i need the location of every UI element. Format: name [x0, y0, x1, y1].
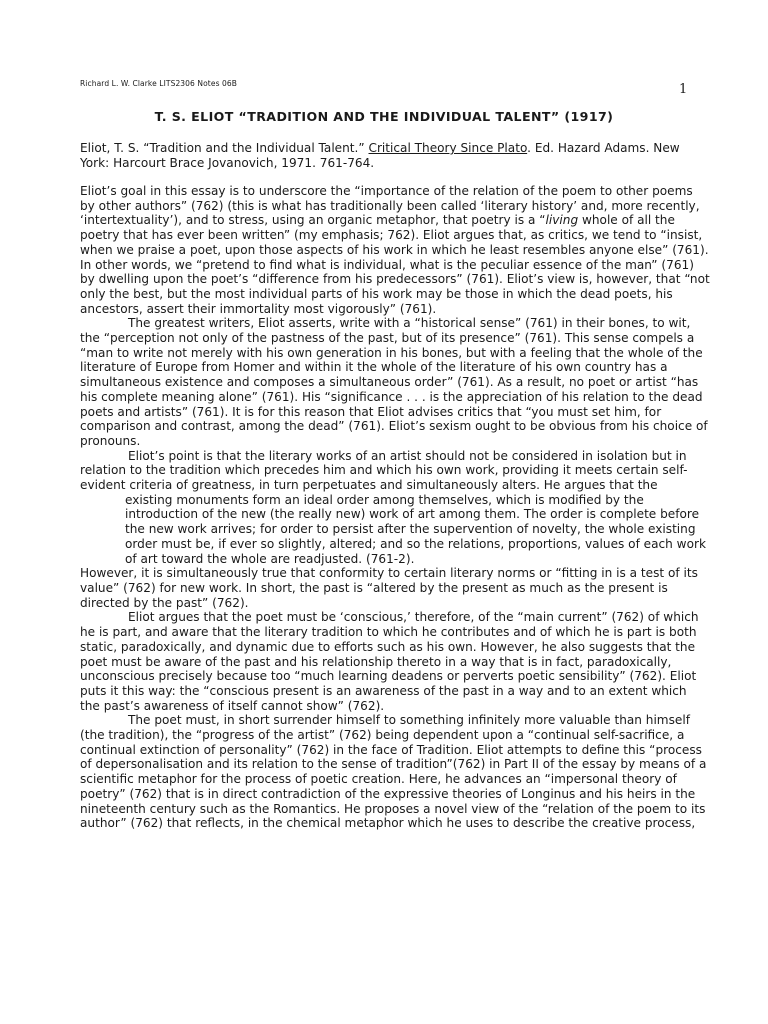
running-header: Richard L. W. Clarke LITS2306 Notes 06B: [80, 79, 238, 88]
citation: [80, 141, 700, 171]
citation-publication: . Ed. Hazard Adams. New York: Harcourt Brace Jovanovich, 1971. 761-764.: [80, 141, 680, 170]
paragraph-intro: Eliot’s goal in this essay is to underscore the “importance of the relation of the poem to other poems by other authors” (762) (this is what has traditionally been called ‘literary history’ and, more recently, ‘intertextuality’), and to stress, using an organic metaphor, that poetry is a “living whole of all the poetry that has ever been written” (my emphasis; 762). Eliot argues that, as critics, we tend to “insist, when we praise a poet, upon those aspects of his work in which he least resembles anyone else” (761). In other words, we “pretend to find what is individual, what is the peculiar essence of the man” (761) by dwelling upon the poet’s “difference from his predecessors” (761). Eliot’s view is, however, that “not only the best, but the most individual parts of his work may be those in which the dead poets, his ancestors, assert their immortality most vigorously” (761).: [80, 184, 710, 316]
paragraph-impersonal-theory: The poet must, in short surrender himself to something infinitely more valuable than himself (the tradition), the “progress of the artist” (762) being dependent upon a “continual self-sacrifice, a continual extinction of personality” (762) in the face of Tradition. Eliot attempts to define this “process of depersonalisation and its relation to the sense of tradition”(762) in Part II of the essay by means of a scientific metaphor for the process of poetic creation. Here, he advances an “impersonal theory of poetry” (762) that is in direct contradiction of the expressive theories of Longinus and his heirs in the nineteenth century such as the Romantics. He proposes a novel view of the “relation of the poem to its author” (762) that reflects, in the chemical metaphor which he uses to describe the creative process,: [80, 713, 707, 831]
citation-book-title: Critical Theory Since Plato: [368, 141, 528, 155]
paragraph-consciousness: Eliot argues that the poet must be ‘conscious,’ therefore, of the “main current” (762) of which he is part, and aware that the literary tradition to which he contributes and of which he is part is both static, paradoxically, and dynamic due to efforts such as his own. However, he also suggests that the poet must be aware of the past and his relationship thereto in a way that is in fact, paradoxically, unconscious precisely because too “much learning deadens or perverts poetic sensibility” (762). Eliot puts it this way: the “conscious present is an awareness of the past in a way and to an extent which the past’s awareness of itself cannot show” (762).: [80, 610, 699, 713]
essay-body: [80, 184, 710, 831]
citation-authors-title: Eliot, T. S. “Tradition and the Individual Talent.”: [80, 141, 369, 155]
page-number: 1: [679, 82, 688, 97]
emphasis-living: living: [545, 213, 579, 228]
paragraph-conformity: However, it is simultaneously true that conformity to certain literary norms or “fitting in is a test of its value” (762) for new work. In short, the past is “altered by the present as much as the present is directed by the past” (762).: [80, 566, 698, 610]
paragraph-historical-sense: The greatest writers, Eliot asserts, write with a “historical sense” (761) in their bones, to wit, the “perception not only of the pastness of the past, but of its presence” (761). This sense compels a “man to write not merely with his own generation in his bones, but with a feeling that the whole of the literature of Europe from Homer and within it the whole of the literature of his own country has a simultaneous existence and composes a simultaneous order” (761). As a result, no poet or artist “has his complete meaning alone” (761). His “significance . . . is the appreciation of his relation to the dead poets and artists” (761). It is for this reason that Eliot advises critics that “you must set him, for comparison and contrast, among the dead” (761). Eliot’s sexism ought to be obvious from his choice of pronouns.: [80, 316, 708, 448]
document-title: T. S. ELIOT “TRADITION AND THE INDIVIDUAL TALENT” (1917): [154, 109, 614, 124]
block-quote: existing monuments form an ideal order among themselves, which is modified by the introduction of the new (the really new) work of art among them. The order is complete before the new work arrives; for order to persist after the supervention of novelty, the whole existing order must be, if ever so slightly, altered; and so the relations, proportions, values of each work of art toward the whole are readjusted. (761-2).: [125, 492, 706, 566]
paragraph-tradition: Eliot’s point is that the literary works of an artist should not be considered in isolation but in relation to the tradition which precedes him and which his own work, providing it meets certain self-evident criteria of greatness, in turn perpetuates and simultaneously alters. He argues that the: [80, 448, 688, 493]
